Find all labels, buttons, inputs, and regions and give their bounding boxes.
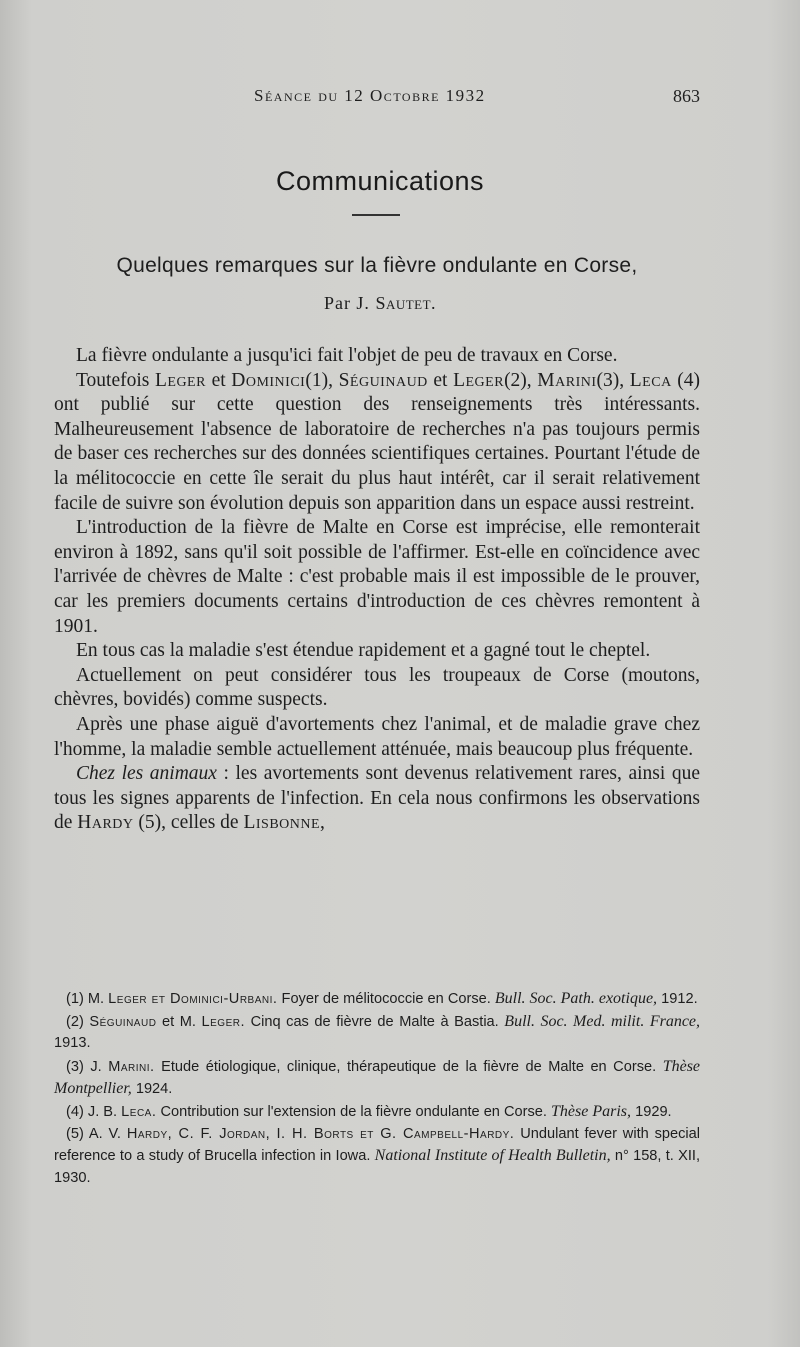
- author-name: Leger: [453, 369, 505, 391]
- footnote-authors: Marini.: [108, 1058, 155, 1075]
- author-name: Lisbonne,: [243, 812, 326, 834]
- footnote-number: (3) J.: [66, 1058, 102, 1075]
- footnote-year: 1913.: [54, 1035, 91, 1052]
- italic-run: Chez les animaux: [76, 763, 217, 785]
- footnote-authors: Leger et Dominici-Urbani.: [108, 991, 278, 1007]
- section-title: Communications: [275, 166, 485, 196]
- byline: [0, 293, 760, 314]
- author-name: Leger: [154, 369, 206, 391]
- footnote-year: 1912.: [661, 991, 698, 1007]
- footnote-journal: Thèse Montpellier,: [54, 1057, 701, 1097]
- footnote-journal: National Institute of Health Bulletin,: [374, 1147, 611, 1165]
- footnote-5: [54, 1124, 700, 1189]
- footnote-text: Cinq cas de fièvre de Malte à Bastia.: [250, 1014, 499, 1031]
- paragraph-1: La fièvre ondulante a jusqu'ici fait l'objet de peu de travaux en Corse.: [76, 345, 618, 366]
- footnote-journal: Bull. Soc. Path. exotique,: [494, 990, 658, 1007]
- text-run: et: [433, 369, 448, 391]
- author-name: Dominici: [231, 369, 306, 391]
- footnote-year: n° 158, t. XII, 1930.: [54, 1148, 701, 1186]
- text-run: : les avortements sont devenus relativement rares, ainsi que tous les signes apparents de l'infection. En cela nous confirmons les observations de: [54, 763, 700, 834]
- author-name: Marini: [537, 369, 597, 391]
- footnote-text: et M.: [162, 1014, 196, 1031]
- footnotes: [54, 988, 700, 1190]
- article-body: [54, 344, 700, 836]
- footnote-year: 1924.: [135, 1080, 173, 1097]
- paragraph-4: En tous cas la maladie s'est étendue rapidement et a gagné tout le cheptel.: [76, 640, 651, 662]
- footnote-text: Etude étiologique, clinique, thérapeutique de la fièvre de Malte en Corse.: [161, 1058, 657, 1075]
- footnote-text: Undulant fever with special reference to a study of Brucella infection in Iowa.: [54, 1126, 701, 1165]
- footnote-ref: (3),: [596, 369, 625, 391]
- footnote-number: (5) A. V.: [66, 1126, 121, 1143]
- footnote-number: (1) M.: [66, 991, 105, 1007]
- footnote-journal: Thèse Paris,: [551, 1103, 632, 1121]
- footnote-year: 1929.: [635, 1104, 672, 1121]
- text-run: et: [211, 369, 226, 391]
- running-title: Séance du 12 Octobre 1932: [254, 86, 486, 105]
- author-name: Séguinaud: [338, 369, 428, 391]
- byline-author: Sautet.: [375, 293, 437, 313]
- article-title: Quelques remarques sur la fièvre ondulante en Corse,: [116, 254, 638, 277]
- footnote-authors: Hardy, C. F. Jordan, I. H. Borts et G. Campbell-Hardy.: [126, 1126, 515, 1143]
- footnote-4: [54, 1101, 700, 1123]
- footnote-ref: (1),: [305, 369, 333, 391]
- byline-prefix: Par J.: [323, 293, 370, 313]
- footnote-text: Foyer de mélitococcie en Corse.: [281, 991, 491, 1007]
- footnote-number: (2): [66, 1014, 84, 1031]
- footnote-journal: Bull. Soc. Med. milit. France,: [504, 1013, 701, 1031]
- text-run: Toutefois: [76, 369, 150, 391]
- page-header: [54, 86, 700, 112]
- title-rule: [352, 214, 400, 216]
- footnote-authors: Leger.: [201, 1014, 246, 1031]
- paragraph-3: L'introduction de la fièvre de Malte en Corse est imprécise, elle remonterait environ à 1892, sans qu'il soit possible de l'affirmer. Est-elle en coïncidence avec l'arrivée de chèvres de Malte : c'est probable mais il est impossible de le prouver, car les premiers documents certains d'introduction de ces chèvres remontent à 1901.: [54, 517, 700, 637]
- footnote-text: Contribution sur l'extension de la fièvre ondulante en Corse.: [160, 1104, 547, 1121]
- footnote-3: [54, 1056, 700, 1100]
- footnote-number: (4) J. B.: [66, 1104, 118, 1121]
- author-name: Leca: [629, 369, 672, 391]
- paragraph-2: [54, 369, 700, 517]
- footnote-authors: Leca.: [121, 1104, 157, 1121]
- paragraph-7: [54, 762, 700, 836]
- author-name: Hardy: [77, 812, 134, 834]
- footnote-2: [54, 1011, 700, 1054]
- page-number: 863: [673, 86, 700, 106]
- paragraph-5: Actuellement on peut considérer tous les troupeaux de Corse (moutons, chèvres, bovidés) comme suspects.: [54, 664, 700, 711]
- text-run: (4) ont publié sur cette question des renseignements très intéressants. Malheureusement l'absence de laboratoire de recherches n'a pas toujours permis de baser ces recherches sur des données scientifiques certaines. Pourtant l'étude de la mélitococcie en cette île serait du plus haut intérêt, car il serait relativement facile de suivre son évolution depuis son apparition dans un espace aussi restreint.: [54, 369, 701, 514]
- footnote-authors: Séguinaud: [89, 1014, 157, 1031]
- text-run: (5), celles de: [138, 812, 239, 834]
- footnote-ref: (2),: [504, 369, 532, 391]
- paragraph-6: Après une phase aiguë d'avortements chez l'animal, et de maladie grave chez l'homme, la maladie semble actuellement atténuée, mais beaucoup plus fréquente.: [54, 713, 700, 760]
- footnote-1: [54, 988, 700, 1010]
